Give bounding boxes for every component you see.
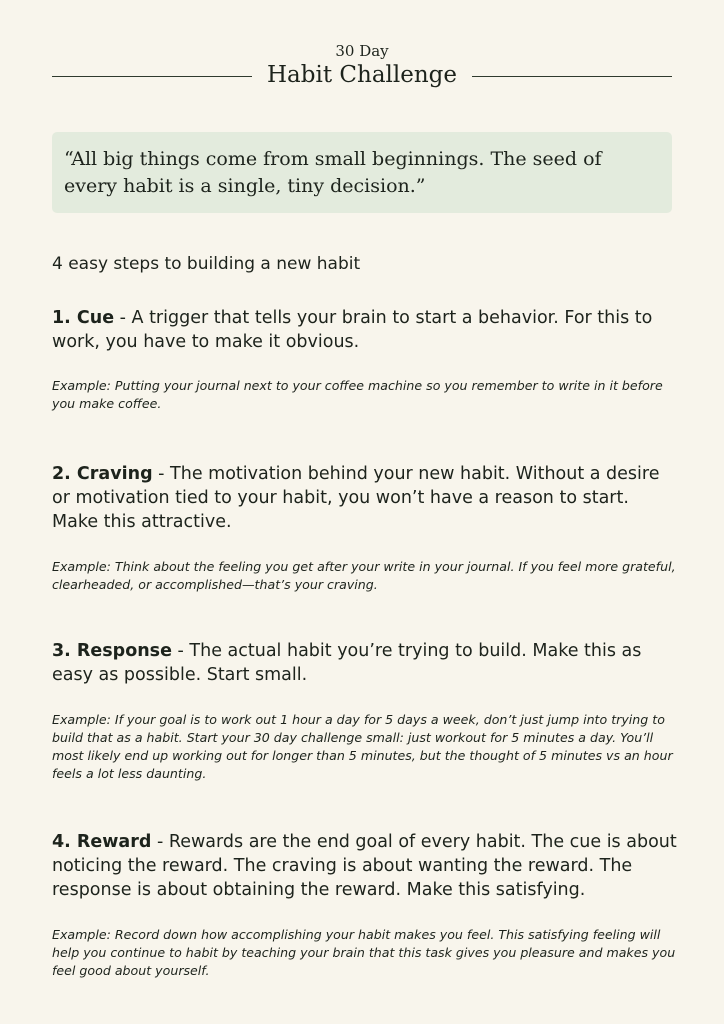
step-name: 1. Cue xyxy=(52,308,115,328)
step-description xyxy=(52,639,677,687)
step-response xyxy=(52,639,677,783)
step-example: Example: Think about the feeling you get after your write in your journal. If you feel more grateful, clearheaded, or accomplished—that’s your craving. xyxy=(52,559,676,592)
step-example: Example: Putting your journal next to your coffee machine so you remember to write in it before you make coffee. xyxy=(52,378,663,411)
step-craving xyxy=(52,462,677,594)
divider-right xyxy=(472,76,672,77)
page-title: Habit Challenge xyxy=(267,62,457,88)
step-cue xyxy=(52,306,677,413)
page-subtitle: 30 Day xyxy=(335,42,389,60)
step-example: Example: If your goal is to work out 1 hour a day for 5 days a week, don’t just jump into trying to build that as a habit. Start your 30 day challenge small: just workout for 5 minutes a day. You’ll most likely end up working out for longer than 5 minutes, but the thought of 5 minutes vs an hour feels a lot less daunting. xyxy=(52,712,673,781)
step-name: 4. Reward xyxy=(52,832,152,852)
step-description-text: - The actual habit you’re trying to build. Make this as easy as possible. Start small. xyxy=(52,641,642,685)
step-description xyxy=(52,462,677,534)
step-description-text: - A trigger that tells your brain to start a behavior. For this to work, you have to make it obvious. xyxy=(52,308,653,352)
step-description xyxy=(52,830,677,902)
step-name: 2. Craving xyxy=(52,464,153,484)
intro-heading: 4 easy steps to building a new habit xyxy=(52,254,361,274)
step-name: 3. Response xyxy=(52,641,172,661)
step-description-text: - Rewards are the end goal of every habit. The cue is about noticing the reward. The craving is about wanting the reward. The response is about obtaining the reward. Make this satisfying. xyxy=(52,832,677,900)
step-description xyxy=(52,306,677,354)
step-reward xyxy=(52,830,677,980)
quote-text: “All big things come from small beginnings. The seed of every habit is a single, tiny decision.” xyxy=(64,148,602,197)
step-description-text: - The motivation behind your new habit. Without a desire or motivation tied to your habit, you won’t have a reason to start. Make this attractive. xyxy=(52,464,660,532)
step-example: Example: Record down how accomplishing your habit makes you feel. This satisfying feeling will help you continue to habit by teaching your brain that this task gives you pleasure and makes you feel good about yourself. xyxy=(52,927,676,978)
header xyxy=(0,40,724,100)
quote-box xyxy=(52,132,672,213)
